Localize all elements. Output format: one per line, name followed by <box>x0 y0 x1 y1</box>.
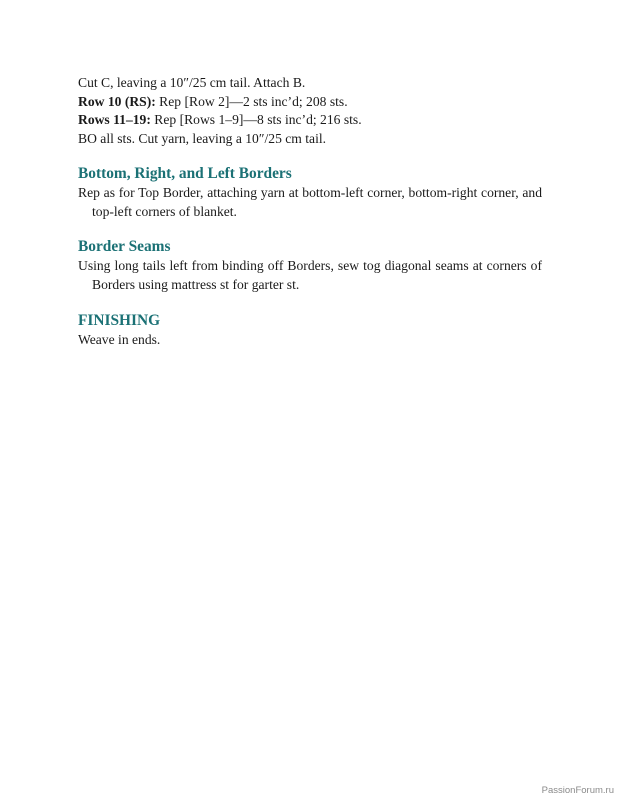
rows-11-19-text: Rep [Rows 1–9]—8 sts inc’d; 216 sts. <box>150 112 362 127</box>
watermark: PassionForum.ru <box>541 785 614 796</box>
finishing-heading: FINISHING <box>78 312 161 329</box>
rows-11-19-label: Rows 11–19: <box>78 112 151 127</box>
intro-section <box>78 74 542 148</box>
seams-heading: Border Seams <box>78 238 171 255</box>
row-10-instruction <box>78 93 542 112</box>
row-10-text: Rep [Row 2]—2 sts inc’d; 208 sts. <box>155 93 348 109</box>
borders-heading: Bottom, Right, and Left Borders <box>78 165 292 182</box>
seams-section <box>78 237 542 294</box>
finishing-text: Weave in ends. <box>78 332 161 347</box>
row-10-label: Row 10 (RS): <box>78 93 156 109</box>
intro-line-cut-c: Cut C, leaving a 10″/25 cm tail. Attach B. <box>78 75 306 90</box>
rows-11-19-instruction <box>78 111 542 130</box>
seams-text: Using long tails left from binding off Borders, sew tog diagonal seams at corners of Borders using mattress st for garter st. <box>78 258 542 292</box>
borders-text: Rep as for Top Border, attaching yarn at bottom-left corner, bottom-right corner, and top-left corners of blanket. <box>78 185 542 219</box>
borders-section <box>78 164 542 221</box>
finishing-section <box>78 311 542 350</box>
intro-line-bind-off: BO all sts. Cut yarn, leaving a 10″/25 cm tail. <box>78 130 327 146</box>
document-page <box>78 74 542 350</box>
